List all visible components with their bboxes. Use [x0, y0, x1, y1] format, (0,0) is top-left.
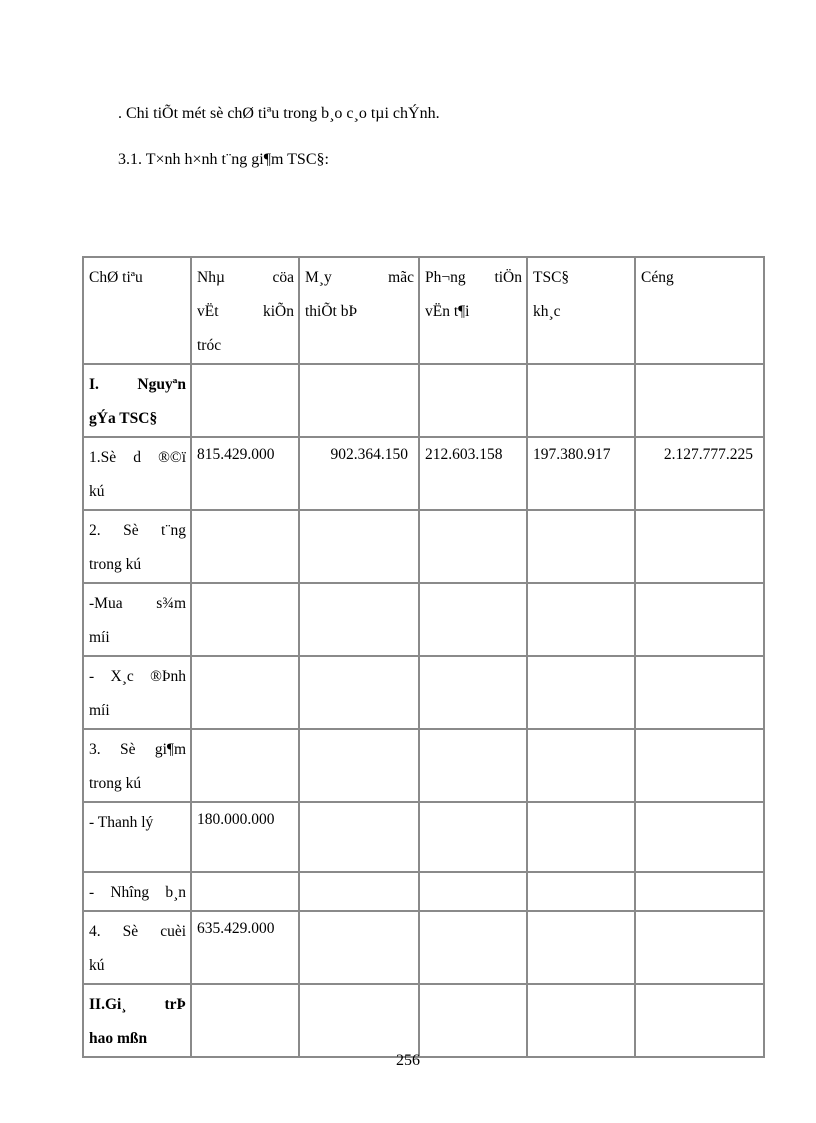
- section-heading: . Chi tiÕt mét sè chØ tiªu trong b¸o c¸o tµi chÝnh.: [118, 105, 440, 122]
- table-header-row: [83, 257, 764, 364]
- cell-value: 212.603.158: [419, 437, 527, 510]
- header-buildings: Nhµ cöa vËt kiÕn tróc: [191, 257, 299, 364]
- cell-value: 197.380.917: [527, 437, 635, 510]
- table-row: [83, 510, 764, 583]
- cell-value: 815.429.000: [191, 437, 299, 510]
- table-row: [83, 984, 764, 1057]
- header-total: Céng: [635, 257, 764, 364]
- row-label-liquidation: - Thanh lý: [83, 802, 191, 872]
- header-other-assets: TSC§ kh¸c: [527, 257, 635, 364]
- table-row: [83, 911, 764, 984]
- row-label-sale: - Nhîng b¸n: [83, 872, 191, 911]
- header-machinery: M¸y mãc thiÕt bÞ: [299, 257, 419, 364]
- row-label-closing-balance: 4. Sè cuèi kú: [83, 911, 191, 984]
- row-label-new-purchase: -Mua s¾m míi: [83, 583, 191, 656]
- subsection-heading: 3.1. T×nh h×nh t¨ng gi¶m TSC§:: [118, 151, 329, 168]
- row-label-newly-determined: - X¸c ®Þnh míi: [83, 656, 191, 729]
- row-label-increase: 2. Sè t¨ng trong kú: [83, 510, 191, 583]
- table-row: [83, 872, 764, 911]
- row-label-opening-balance: 1.Sè d ®©ï kú: [83, 437, 191, 510]
- table-row: [83, 437, 764, 510]
- page-number: 256: [396, 1052, 420, 1069]
- table-row: [83, 729, 764, 802]
- cell-value: 2.127.777.225: [635, 437, 764, 510]
- table-row: [83, 364, 764, 437]
- table-row: [83, 802, 764, 872]
- row-label-decrease: 3. Sè gi¶m trong kú: [83, 729, 191, 802]
- row-label-original-cost: I. Nguyªn gÝa TSC§: [83, 364, 191, 437]
- header-vehicles: Ph¬ng tiÖn vËn t¶i: [419, 257, 527, 364]
- row-label-depreciation: II.Gi¸ trÞ hao mßn: [83, 984, 191, 1057]
- cell-value: 902.364.150: [299, 437, 419, 510]
- table-row: [83, 656, 764, 729]
- fixed-assets-table: [82, 256, 765, 1058]
- cell-value: 635.429.000: [191, 911, 299, 984]
- table-row: [83, 583, 764, 656]
- header-indicator: ChØ tiªu: [83, 257, 191, 364]
- cell-value: 180.000.000: [191, 802, 299, 872]
